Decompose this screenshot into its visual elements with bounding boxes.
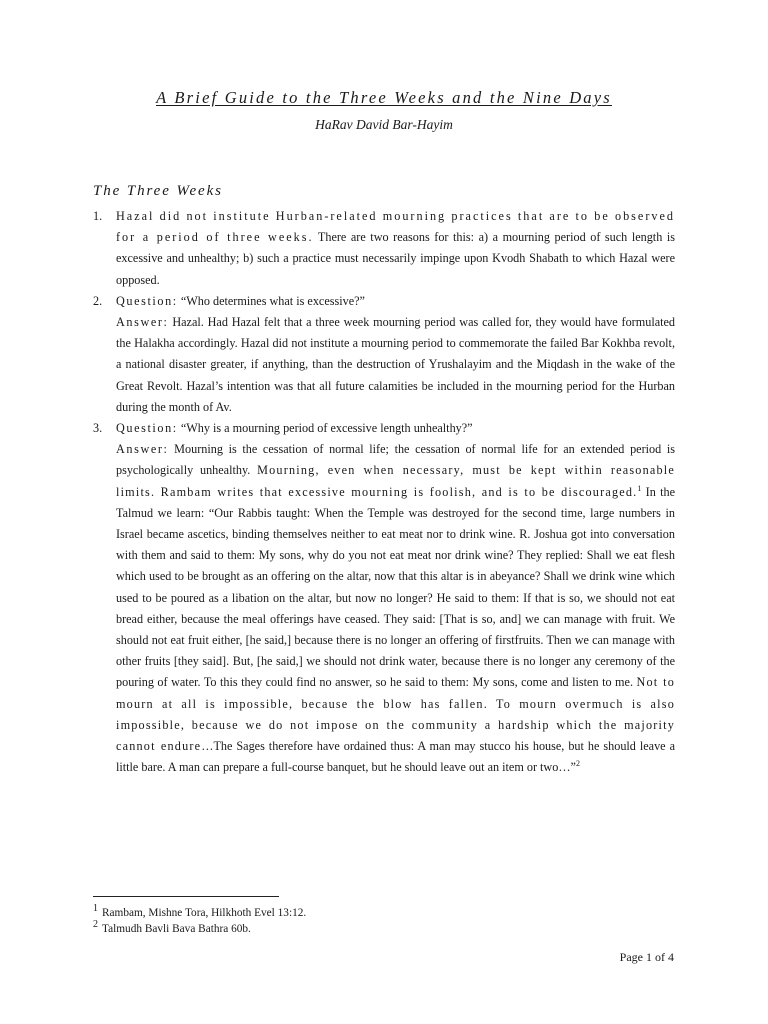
spaced-text: Hazal did not institute Hurban-related mourning practices that are to be observed for a period of three weeks. [116,209,675,245]
question-text: “Who determines what is excessive?” [177,293,365,308]
item-paragraph [116,206,675,291]
footnote [93,905,306,921]
answer-text: Mourning is the cessation of normal life; the cessation of normal life for an extended period is psychologically unhealthy. [116,442,675,478]
footnote-ref[interactable]: 1 [637,483,642,493]
answer-text: In the Talmud we learn: “Our Rabbis taught: When the Temple was destroyed for the second time, large numbers in Israel became ascetics, binding themselves neither to eat meat nor to drink wine. R. Joshua got into conversation with them and said to them: My sons, why do you not eat meat nor drink wine? They replied: Shall we eat flesh which used to be brought as an offering on the altar, now that this altar is in abeyance? Shall we drink wine which used to be poured as a libation on the altar, but now no longer? He said to them: If that is so, we should not eat bread either, because the meal offerings have ceased. They said: [That is so, and] we can manage with fruit. We should not eat fruit either, [he said,] because there is no longer an offering of firstfruits. Then we can manage with other fruits [they said]. But, [he said,] we should not drink water, because there is no longer any ceremony of the pouring of water. To this they could find no answer, so he said to them: My sons, come and listen to me. [116,484,675,690]
footnote-text: Rambam, Mishne Tora, Hilkhoth Evel 13:12. [102,907,307,919]
spaced-text: Not to mourn at all is impossible, because the blow has fallen. To mourn overmuch is also impossible, because we do not impose on the community a hardship which the majority cannot endure [116,675,675,754]
answer-label: Answer: [116,442,169,457]
item-number: 1. [93,209,103,223]
footnote-mark: 2 [93,919,98,931]
footnote [93,921,306,937]
list-item [93,206,675,291]
list-item [93,291,675,418]
section-heading: The Three Weeks [93,183,223,199]
list-item [93,418,675,778]
item-number: 2. [93,293,103,308]
answer-text: Hazal. Had Hazal felt that a three week mourning period was called for, they would have formulated the Halakha accordingly. Hazal did not institute a mourning period to commemorate the failed Bar Kokhba revolt, a national disaster greater, if anything, than the destruction of Yrushalayim and the Miqdash in the wake of the Great Revolt. Hazal’s intention was that all future calamities be included in the mourning period for the Hurban during the month of Av. [116,315,675,414]
footnote-divider [93,896,279,897]
spaced-text: Mourning, even when necessary, must be kept within reasonable limits. Rambam writes that excessive mourning is foolish, and is to be discouraged. [116,463,675,499]
question-paragraph [116,418,675,439]
footnote-ref[interactable]: 2 [575,759,580,769]
author-name: HaRav David Bar-Hayim [315,117,453,132]
answer-text: …The Sages therefore have ordained thus: A man may stucco his house, but he should leave a little bare. A man can prepare a full-course banquet, but he should leave out an item or two…” [116,739,675,775]
answer-paragraph [116,439,675,778]
footnote-text: Talmudh Bavli Bava Bathra 60b. [102,923,251,935]
page-number: Page 1 of 4 [619,950,674,964]
document-title: A Brief Guide to the Three Weeks and the Nine Days [156,88,612,107]
answer-label: Answer: [116,315,169,330]
question-label: Question: [116,293,178,308]
footnotes [93,905,306,937]
footnote-mark: 1 [93,903,98,915]
item-number: 3. [93,421,103,436]
numbered-list [93,206,675,778]
question-label: Question: [116,421,178,436]
answer-paragraph [116,312,675,418]
question-text: “Why is a mourning period of excessive length unhealthy?” [177,421,473,436]
body-text: There are two reasons for this: a) a mourning period of such length is excessive and unhealthy; b) such a practice must necessarily impinge upon Kvodh Shabath to which Hazal were opposed. [116,230,675,287]
question-paragraph [116,291,675,312]
